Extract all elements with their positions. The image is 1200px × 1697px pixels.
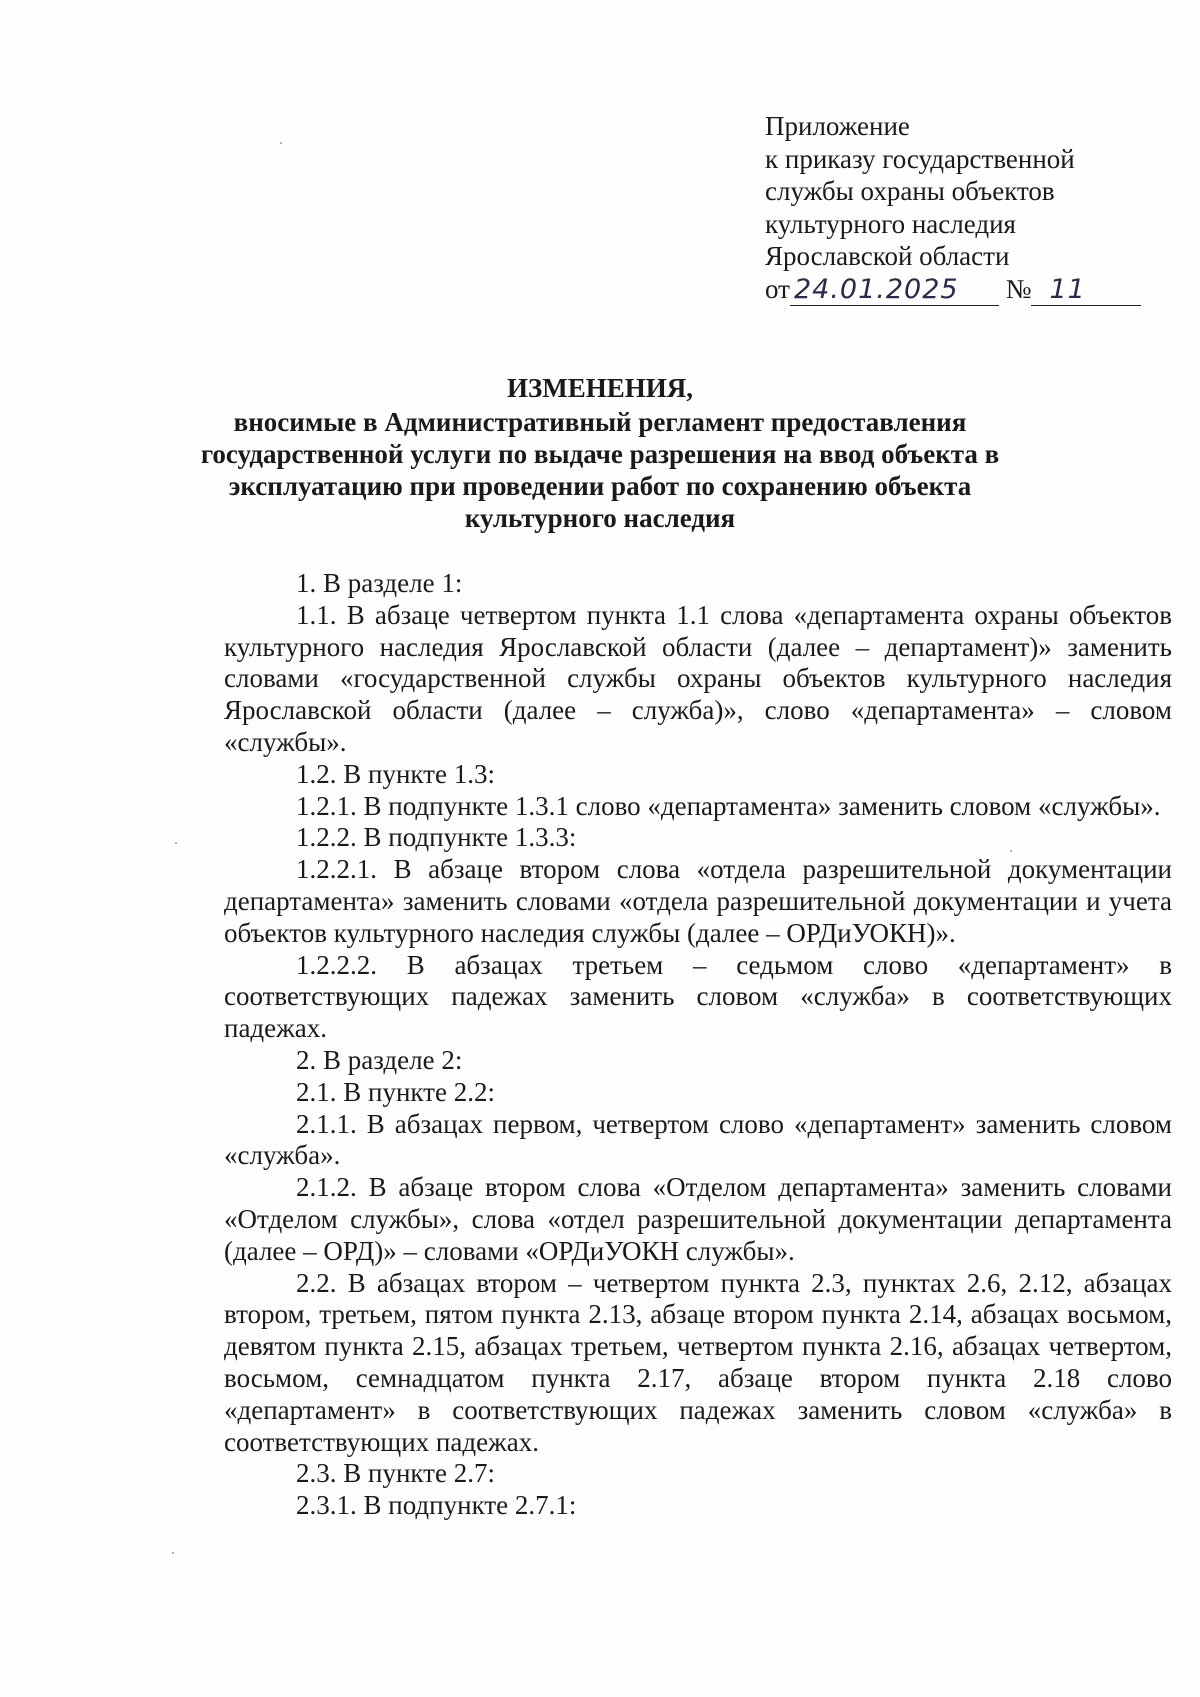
paragraph: 1.2.2.2. В абзацах третьем – седьмом слово «департамент» в соответствующих падежах заменить словом «служба» в соответствующих падежах.	[224, 949, 1172, 1044]
paragraph: 2. В разделе 2:	[296, 1044, 463, 1075]
scan-speck	[172, 1552, 174, 1554]
scan-speck	[1010, 850, 1012, 852]
paragraph: 1.2.2.1. В абзаце втором слова «отдела разрешительной документации департамента» заменить словами «отдела разрешительной документации и учета объектов культурного наследия службы (далее – ОРДиУОКН)».	[224, 854, 1172, 948]
appendix-line: к приказу государственной	[765, 143, 1075, 174]
appendix-line: Приложение	[765, 111, 910, 141]
paragraph: 1. В разделе 1:	[296, 568, 463, 598]
order-number-field	[1031, 274, 1141, 306]
appendix-block	[765, 110, 1165, 306]
appendix-line: службы охраны объектов	[765, 176, 1055, 206]
document-body	[224, 568, 1172, 1522]
number-prefix: №	[1005, 273, 1032, 304]
date-prefix: от	[765, 273, 790, 304]
order-date-field	[790, 274, 999, 306]
handwritten-date: 24.01.2025	[793, 273, 959, 305]
paragraph: 2.2. В абзацах втором – четвертом пункта 2.3, пунктах 2.6, 2.12, абзацах втором, третьем, пятом пункта 2.13, абзаце втором пункта 2.14, абзацах восьмом, девятом пункта 2.15, абзацах третьем, четвертом пункта 2.16, абзацах четвертом, восьмом, семнадцатом пункта 2.17, абзаце втором пункта 2.18 слово «департамент» в соответствующих падежах заменить словом «служба» в соответствующих падежах.	[224, 1267, 1172, 1457]
paragraph: 1.2.2. В подпункте 1.3.3:	[296, 822, 577, 853]
document-heading	[200, 372, 1000, 534]
paragraph: 2.1.2. В абзаце втором слова «Отделом департамента» заменить словами «Отделом службы», слова «отдел разрешительной документации департамента (далее – ОРД)» – словами «ОРДиУОКН службы».	[224, 1172, 1172, 1266]
paragraph: 1.2. В пункте 1.3:	[296, 758, 495, 789]
paragraph: 1.1. В абзаце четвертом пункта 1.1 слова «департамента охраны объектов культурного наследия Ярославской области (далее – департамент)» заменить словами «государственной службы охраны объектов культурного наследия Ярославской области (далее – служба)», слово «департамента» – словом «службы».	[224, 599, 1172, 757]
paragraph: 2.3.1. В подпункте 2.7.1:	[296, 1490, 577, 1521]
paragraph: 2.1.1. В абзацах первом, четвертом слово «департамент» заменить словом «служба».	[224, 1108, 1172, 1171]
heading-title: ИЗМЕНЕНИЯ,	[506, 373, 693, 403]
heading-subtitle: вносимые в Административный регламент предоставления государственной услуги по выдаче разрешения на ввод объекта в эксплуатацию при проведении работ по сохранению объекта культурного наследия	[200, 407, 1000, 533]
scan-speck	[175, 842, 177, 844]
handwritten-number: 11	[1049, 273, 1086, 305]
paragraph: 2.1. В пункте 2.2:	[296, 1076, 495, 1107]
appendix-line: культурного наследия	[765, 208, 1016, 239]
scan-speck	[280, 142, 282, 144]
appendix-line: Ярославской области	[765, 241, 1010, 271]
paragraph: 1.2.1. В подпункте 1.3.1 слово «департамента» заменить словом «службы».	[296, 790, 1161, 821]
paragraph: 2.3. В пункте 2.7:	[296, 1458, 495, 1489]
order-date-number-row	[765, 273, 1165, 306]
